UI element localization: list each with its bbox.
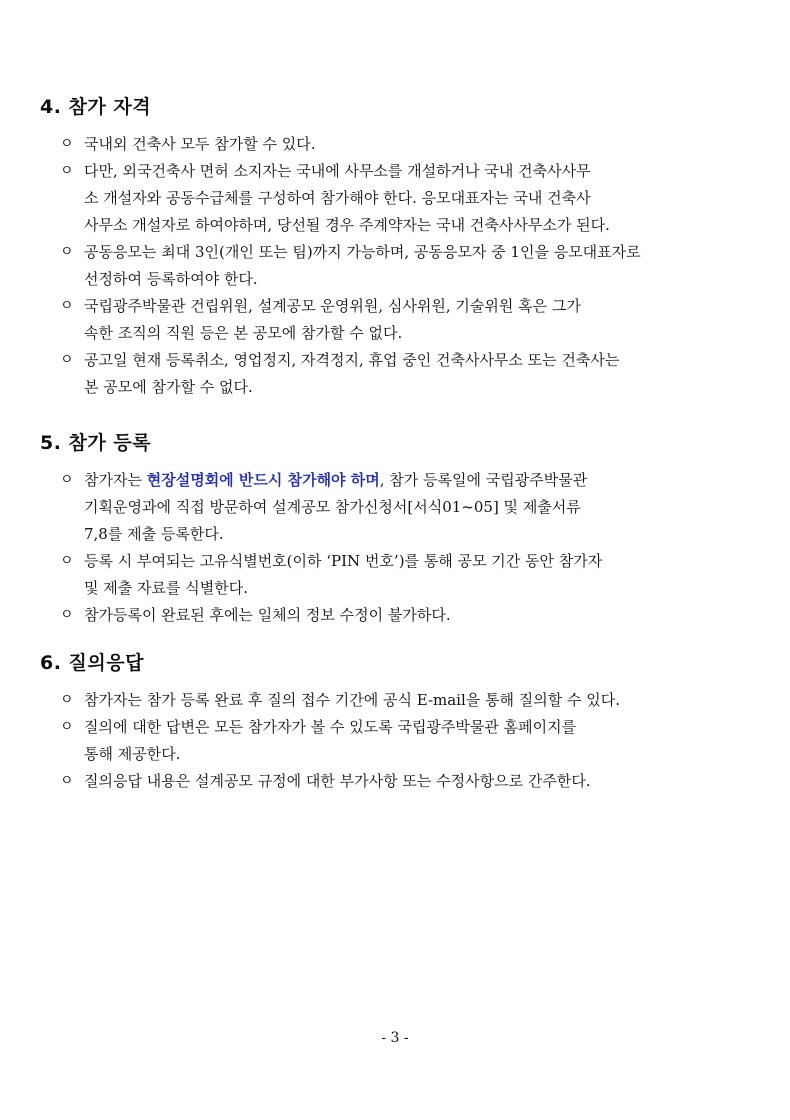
bullet-icon: ㅇ — [60, 244, 74, 260]
item-text: 공고일 현재 등록취소, 영업정지, 자격정지, 휴업 중인 건축사사무소 또는 건축사는 — [84, 351, 620, 369]
section-title: 5. 참가 등록 — [40, 432, 152, 454]
item-text-pre: 참가자는 — [84, 471, 147, 489]
bullet-icon: ㅇ — [60, 719, 74, 735]
section-title: 4. 참가 자격 — [40, 96, 152, 118]
item-text: 선정하여 등록하여야 한다. — [84, 270, 258, 288]
bullet-icon: ㅇ — [60, 553, 74, 569]
list-item — [40, 158, 730, 239]
page-number: - 3 - — [381, 1030, 409, 1046]
bullet-icon: ㅇ — [60, 136, 74, 152]
highlight-text: 현장설명회에 반드시 참가해야 하며 — [146, 471, 380, 489]
item-text-post: , 참가 등록일에 국립광주박물관 — [379, 471, 588, 489]
list-item — [40, 239, 730, 293]
bullet-icon: ㅇ — [60, 352, 74, 368]
item-text: 본 공모에 참가할 수 없다. — [84, 378, 253, 396]
item-text: 등록 시 부여되는 고유식별번호(이하 ‘PIN 번호’)를 통해 공모 기간 동안 참가자 — [84, 552, 603, 570]
section-title: 6. 질의응답 — [40, 652, 144, 674]
item-text: 다만, 외국건축사 면허 소지자는 국내에 사무소를 개설하거나 국내 건축사사무 — [84, 162, 591, 180]
section-participation-registration — [40, 428, 730, 629]
item-text: 국립광주박물관 건립위원, 설계공모 운영위원, 심사위원, 기술위원 혹은 그가 — [84, 297, 581, 315]
list-item — [40, 687, 730, 714]
item-text: 7,8를 제출 등록한다. — [84, 525, 224, 543]
list-item — [40, 548, 730, 602]
item-text: 공동응모는 최대 3인(개인 또는 팀)까지 가능하며, 공동응모자 중 1인을 응모대표자로 — [84, 243, 641, 261]
bullet-icon: ㅇ — [60, 163, 74, 179]
list-item — [40, 768, 730, 795]
item-text: 및 제출 자료를 식별한다. — [84, 579, 248, 597]
list-item — [40, 714, 730, 768]
list-item — [40, 467, 730, 548]
item-text: 속한 조직의 직원 등은 본 공모에 참가할 수 없다. — [84, 324, 403, 342]
item-text: 질의에 대한 답변은 모든 참가자가 볼 수 있도록 국립광주박물관 홈페이지를 — [84, 718, 577, 736]
bullet-icon: ㅇ — [60, 298, 74, 314]
list-item — [40, 602, 730, 629]
bullet-icon: ㅇ — [60, 773, 74, 789]
item-text: 기획운영과에 직접 방문하여 설계공모 참가신청서[서식01~05] 및 제출서류 — [84, 498, 581, 516]
item-text: 소 개설자와 공동수급체를 구성하여 참가해야 한다. 응모대표자는 국내 건축사 — [84, 189, 591, 207]
bullet-icon: ㅇ — [60, 607, 74, 623]
item-text: 사무소 개설자로 하여야하며, 당선될 경우 주계약자는 국내 건축사사무소가 된다. — [84, 216, 610, 234]
section-qna — [40, 648, 730, 795]
list-item — [40, 293, 730, 347]
item-text — [84, 467, 730, 494]
bullet-icon: ㅇ — [60, 692, 74, 708]
item-text: 국내외 건축사 모두 참가할 수 있다. — [84, 135, 316, 153]
bullet-icon: ㅇ — [60, 472, 74, 488]
item-text: 통해 제공한다. — [84, 745, 181, 763]
list-item — [40, 131, 730, 158]
item-text: 질의응답 내용은 설계공모 규정에 대한 부가사항 또는 수정사항으로 간주한다. — [84, 772, 591, 790]
list-item — [40, 347, 730, 401]
item-text: 참가자는 참가 등록 완료 후 질의 접수 기간에 공식 E-mail을 통해 질의할 수 있다. — [84, 691, 621, 709]
item-text: 참가등록이 완료된 후에는 일체의 정보 수정이 불가하다. — [84, 606, 451, 624]
section-participation-eligibility — [40, 92, 730, 401]
